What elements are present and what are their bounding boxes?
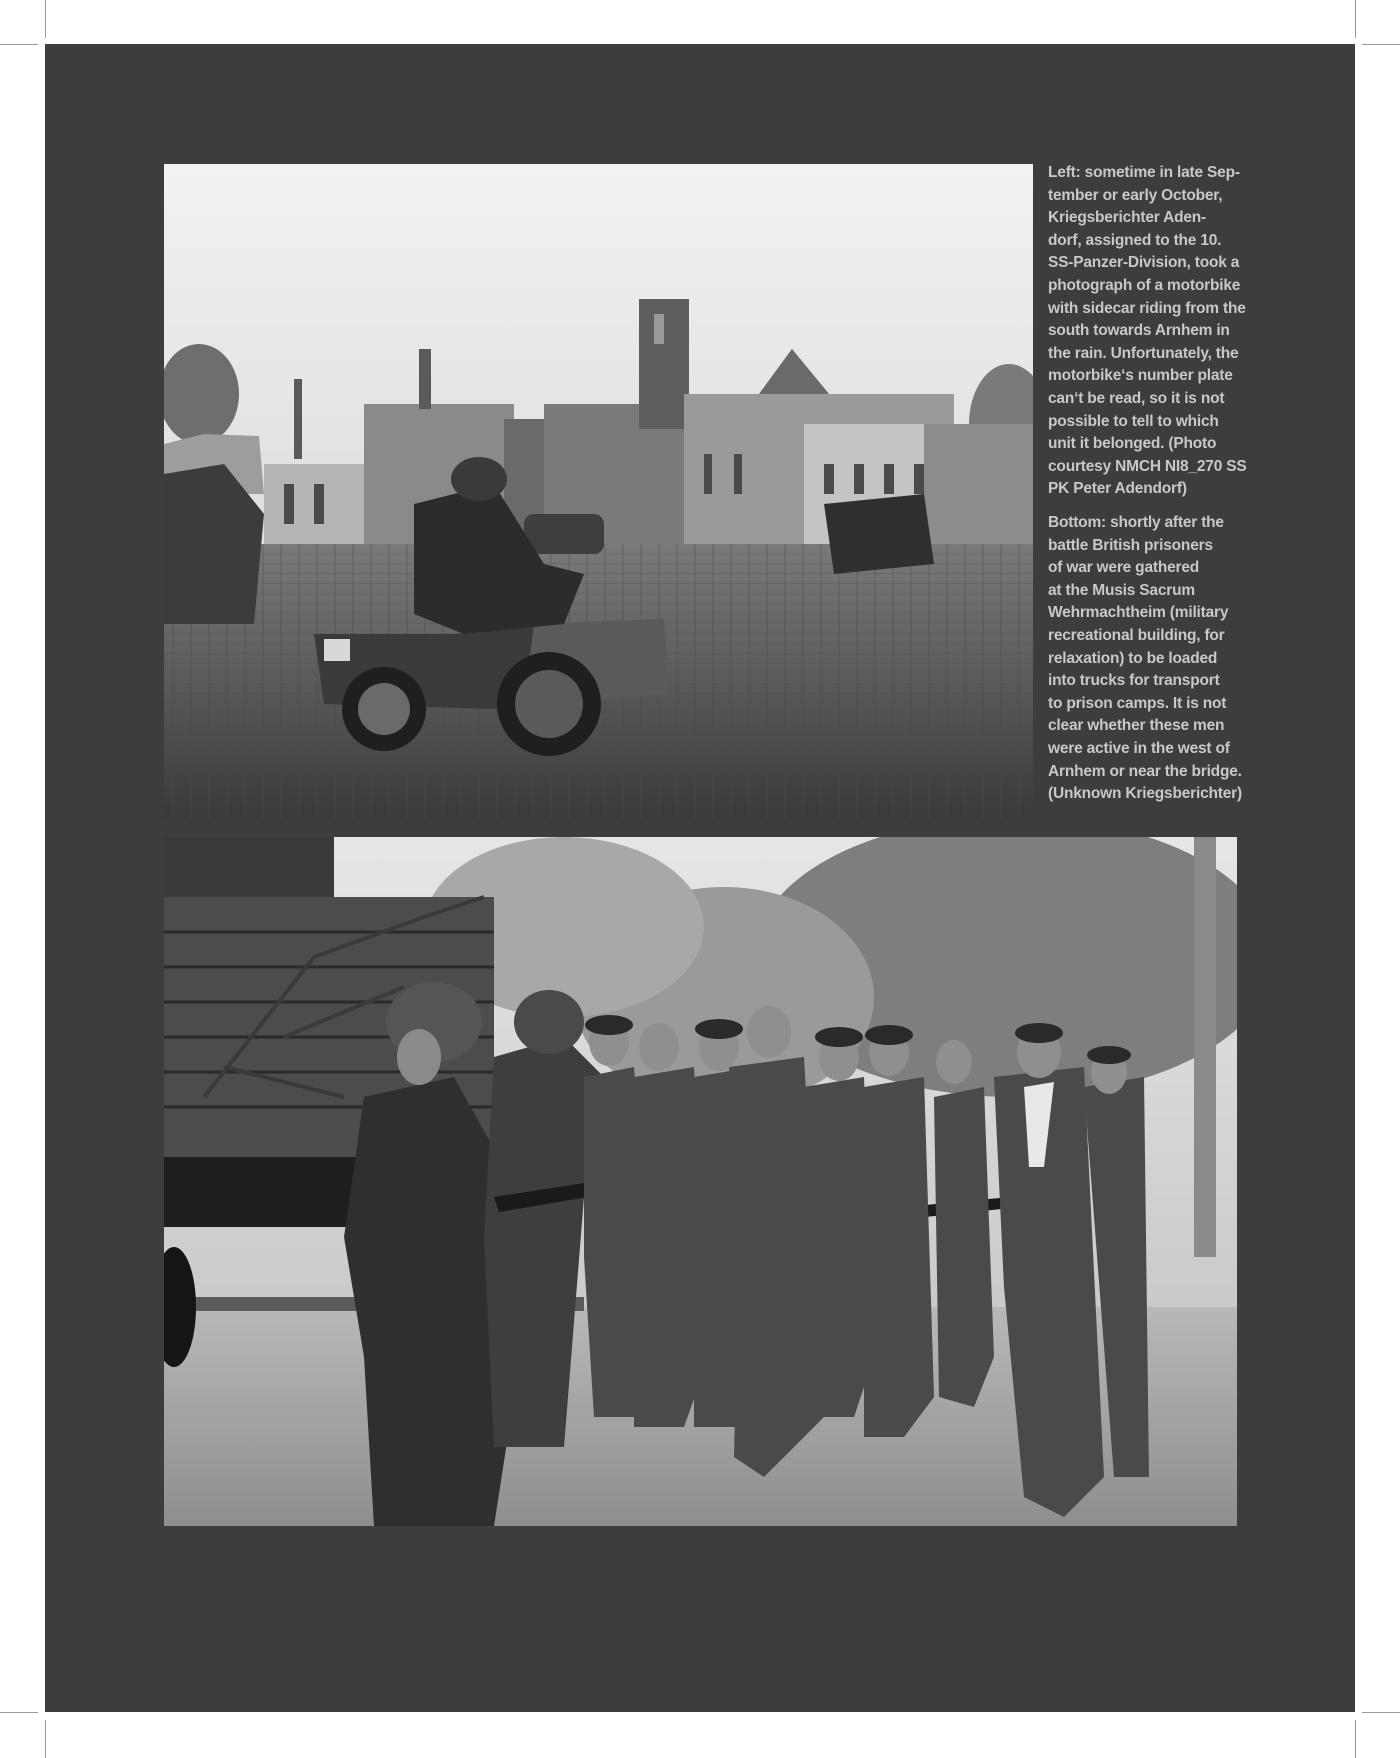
crop-mark (45, 1720, 46, 1758)
caption-bottom (1048, 512, 1268, 806)
caption-line: (Unknown Kriegsberichter) (1048, 785, 1242, 803)
crop-mark (1355, 1720, 1356, 1758)
crop-mark (0, 1712, 38, 1713)
crop-mark (1355, 0, 1356, 38)
caption-line: Wehrmachtheim (military (1048, 604, 1229, 622)
caption-line: SS-Panzer-Division, took a (1048, 254, 1240, 272)
caption-line: photograph of a motorbike (1048, 276, 1241, 294)
caption-line: clear whether these men (1048, 717, 1225, 735)
caption-line: Arnhem or near the bridge. (1048, 762, 1242, 780)
caption-line: with sidecar riding from the (1048, 299, 1246, 317)
caption-line: courtesy NMCH NI8_270 SS (1048, 457, 1247, 475)
caption-line: tember or early October, (1048, 186, 1223, 204)
photo-prisoners-of-war (164, 837, 1237, 1526)
crop-mark (45, 0, 46, 38)
caption-line: of war were gathered (1048, 559, 1200, 577)
caption-left (1048, 162, 1268, 501)
caption-line: to prison camps. It is not (1048, 694, 1227, 712)
caption-line: can‘t be read, so it is not (1048, 389, 1225, 407)
motorbike-photo-graphic (164, 164, 1033, 818)
caption-line: Bottom: shortly after the (1048, 514, 1224, 531)
caption-line: PK Peter Adendorf) (1048, 480, 1187, 498)
caption-line: possible to tell to which (1048, 412, 1219, 430)
caption-line: battle British prisoners (1048, 536, 1213, 554)
crop-mark (0, 44, 38, 45)
caption-line: recreational building, for (1048, 626, 1225, 644)
crop-mark (1362, 1712, 1400, 1713)
page-panel (45, 44, 1355, 1712)
caption-line: into trucks for transport (1048, 672, 1220, 690)
caption-line: dorf, assigned to the 10. (1048, 231, 1222, 249)
caption-line: Left: sometime in late Sep- (1048, 164, 1240, 181)
caption-line: the rain. Unfortunately, the (1048, 344, 1239, 362)
caption-line: at the Musis Sacrum (1048, 581, 1195, 599)
caption-line: unit it belonged. (Photo (1048, 435, 1217, 453)
caption-line: motorbike‘s number plate (1048, 367, 1233, 385)
caption-line: south towards Arnhem in (1048, 322, 1230, 340)
prisoners-photo-graphic (164, 837, 1237, 1526)
caption-line: relaxation) to be loaded (1048, 649, 1218, 667)
crop-mark (1362, 44, 1400, 45)
caption-line: Kriegsberichter Aden- (1048, 209, 1207, 227)
photo-motorbike-sidecar (164, 164, 1033, 818)
caption-line: were active in the west of (1048, 739, 1230, 757)
